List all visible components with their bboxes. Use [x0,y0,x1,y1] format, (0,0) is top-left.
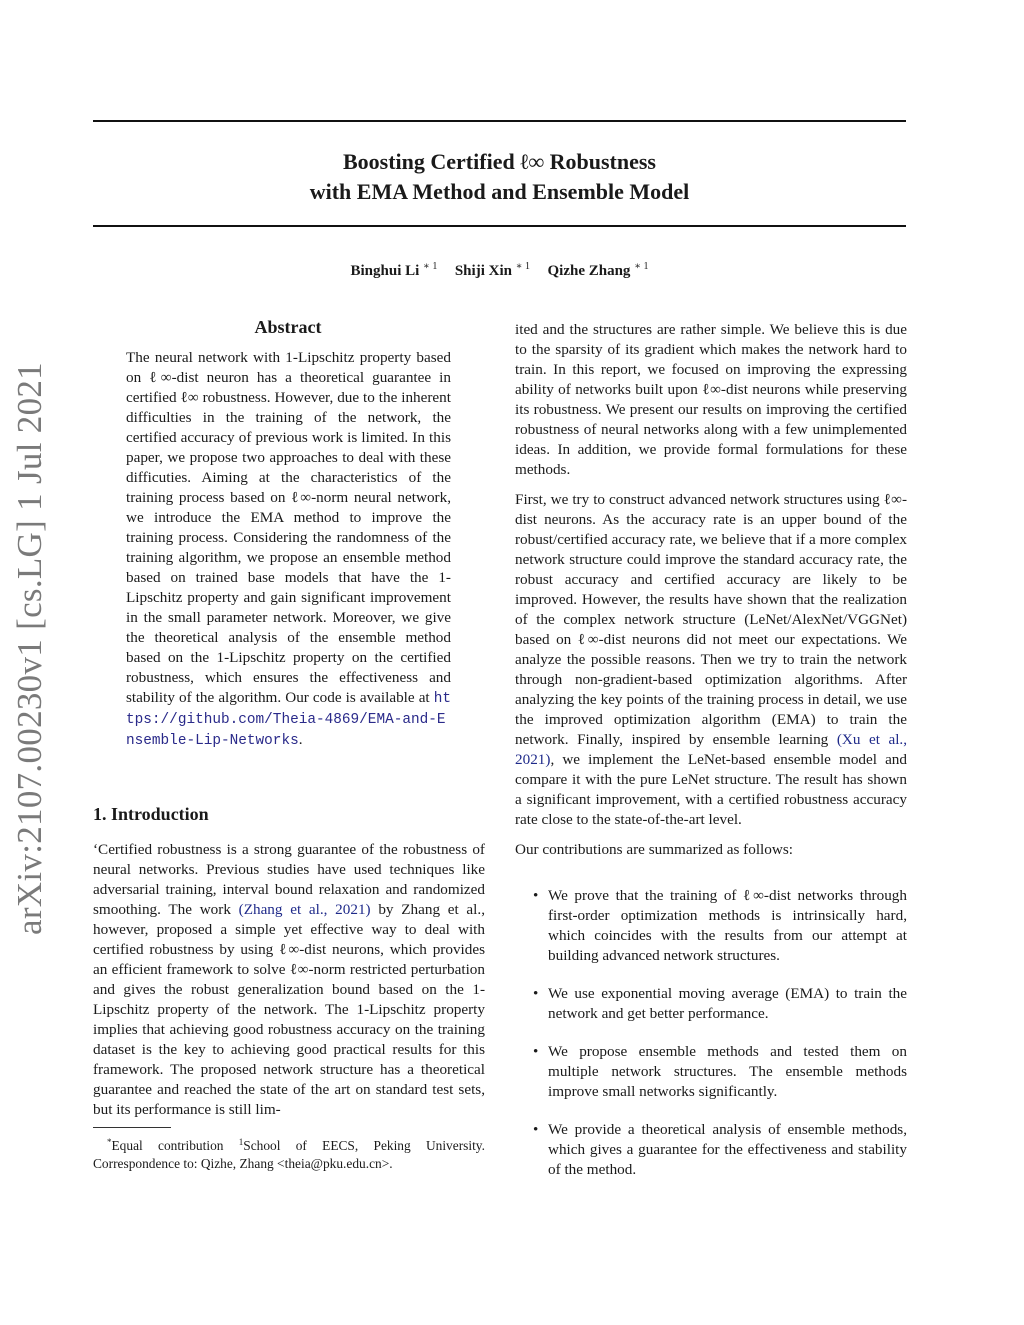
author-name: Shiji Xin [454,263,512,279]
abstract-body [126,348,451,751]
arxiv-identifier-sidebar: arXiv:2107.00230v1 [cs.LG] 1 Jul 2021 [10,362,49,935]
introduction-heading: 1. Introduction [93,804,209,824]
right-paragraph-1: ited and the structures are rather simple. We believe this is due to the sparsity of its gradient which makes the network hard to train. In this report, we focused on improving the expressing ability of networks built upon ℓ∞-dist neurons while preserving its robustness. We present our results on improving the certified robustness of neural networks along with a few unimplemented ideas. In addition, we provide formal formulations for these methods. [515,321,907,478]
abstract-text: The neural network with 1-Lipschitz property based on ℓ∞-dist neuron has a theoretical guarantee in certified ℓ∞ robustness. However, due to the inherent difficulties in the training of the network, the certified accuracy of previous work is limited. In this paper, we propose two approaches to deal with these difficuties. Aiming at the characteristics of the training process based on ℓ∞-norm neural network, we introduce the EMA method to improve the training process. Considering the randomness of the training algorithm, we propose an ensemble method based on trained base models that have the 1-Lipschitz property and gain significant improvement in the small parameter network. Moreover, we give the theoretical analysis of the ensemble method based on the 1-Lipschitz property on the certified robustness, which ensures the effectiveness and stability of the algorithm. Our code is available at [126,349,451,706]
contribution-text: We use exponential moving average (EMA) to train the network and get better performance. [548,985,907,1022]
footnote-equal-contribution: Equal contribution [111,1138,224,1153]
abstract-paragraph [126,348,451,751]
list-item [515,886,907,966]
bullet-icon: • [533,887,539,904]
bullet-icon: • [533,985,539,1002]
list-item [515,1120,907,1180]
list-item [515,984,907,1024]
right-column-body [515,320,907,1180]
citation-zhang-2021[interactable]: (Zhang et al., 2021) [238,901,371,918]
bullet-icon: • [533,1121,539,1138]
contribution-text: We provide a theoretical analysis of ensemble methods, which gives a guarantee for the effectiveness and stability of the method. [548,1121,907,1178]
list-item [515,1042,907,1102]
footnote-affiliation: School of EECS, Peking University. Correspondence to: Qizhe, Zhang <theia@pku.edu.cn>. [93,1138,485,1171]
author-affiliation-mark: ∗ 1 [515,261,530,272]
contributions-list [515,886,907,1180]
author-name: Qizhe Zhang [547,263,631,279]
introduction-body [93,840,485,1120]
author-affiliation-mark: ∗ 1 [423,261,438,272]
paragraph-2-text-continued: , we implement the LeNet-based ensemble model and compare it with the pure LeNet structure. The result has shown a significant improvement, with a certified robustness accuracy rate close to the state-of-the-art level. [515,751,907,828]
abstract-end-punctuation: . [298,731,303,748]
contribution-text: We propose ensemble methods and tested them on multiple network structures. The ensemble methods improve small networks significantly. [548,1043,907,1100]
code-repository-link[interactable]: https://github.com/Theia-4869/EMA-and-Ensemble-Lip-Networks [126,691,451,749]
paper-title-line-2: with EMA Method and Ensemble Model [309,179,690,204]
introduction-text: ‘Certified robustness is a strong guarantee of the robustness of neural networks. Previous studies have used techniques like adversarial training, interval bound relaxation and randomized smoothing. The work [93,841,485,918]
contribution-text: We prove that the training of ℓ∞-dist networks through first-order optimization methods is intrinsically hard, which coincides with the results from our attempt at building advanced network structures. [548,887,907,964]
author-name: Binghui Li [350,263,420,279]
paper-title-line-1: Boosting Certified ℓ∞ Robustness [342,149,656,174]
introduction-text-continued: by Zhang et al., however, proposed a simple yet effective way to deal with certified robustness by using ℓ∞-dist neurons, which provides an efficient framework to solve ℓ∞-norm restricted perturbation and gives the robust generalization bound based on the 1-Lipschitz property of the network. The 1-Lipschitz property implies that achieving good robustness accuracy on the training dataset is the key to achieving good practical results for this framework. The proposed network structure has a theoretical guarantee and reached the state of the art on standard test sets, but its performance is still lim- [93,901,485,1118]
citation-xu-2021[interactable]: (Xu et al., 2021) [515,731,908,768]
author-affiliation-mark: ∗ 1 [634,261,649,272]
right-paragraph-2 [515,490,907,830]
introduction-paragraph [93,840,485,1120]
title-bottom-rule [93,225,906,227]
paragraph-2-text: First, we try to construct advanced network structures using ℓ∞-dist neurons. As the accuracy rate is an upper bound of the robust/certified accuracy rate, we believe that if a more complex network structure could improve the standard accuracy rate, the robust accuracy and certified accuracy are likely to be improved. However, the results have shown that the realization of the complex network structure (LeNet/AlexNet/VGGNet) based on ℓ∞-dist neurons did not meet our expectations. We analyze the possible reasons. Then we try to train the network through non-gradient-based optimization algorithms. After analyzing the key points of the training process in detail, we use the improved optimization algorithm (EMA) to train the network. Finally, inspired by ensemble learning [515,491,907,748]
bullet-icon: • [533,1043,539,1060]
title-top-rule [93,120,906,122]
footnote-rule [93,1127,171,1128]
author-list [93,261,906,280]
footnote-affiliation-mark: 1 [238,1137,244,1147]
footnote [93,1133,485,1173]
footnote-mark: * [107,1137,112,1147]
contributions-intro: Our contributions are summarized as follows: [515,841,793,858]
abstract-heading: Abstract [254,317,322,337]
